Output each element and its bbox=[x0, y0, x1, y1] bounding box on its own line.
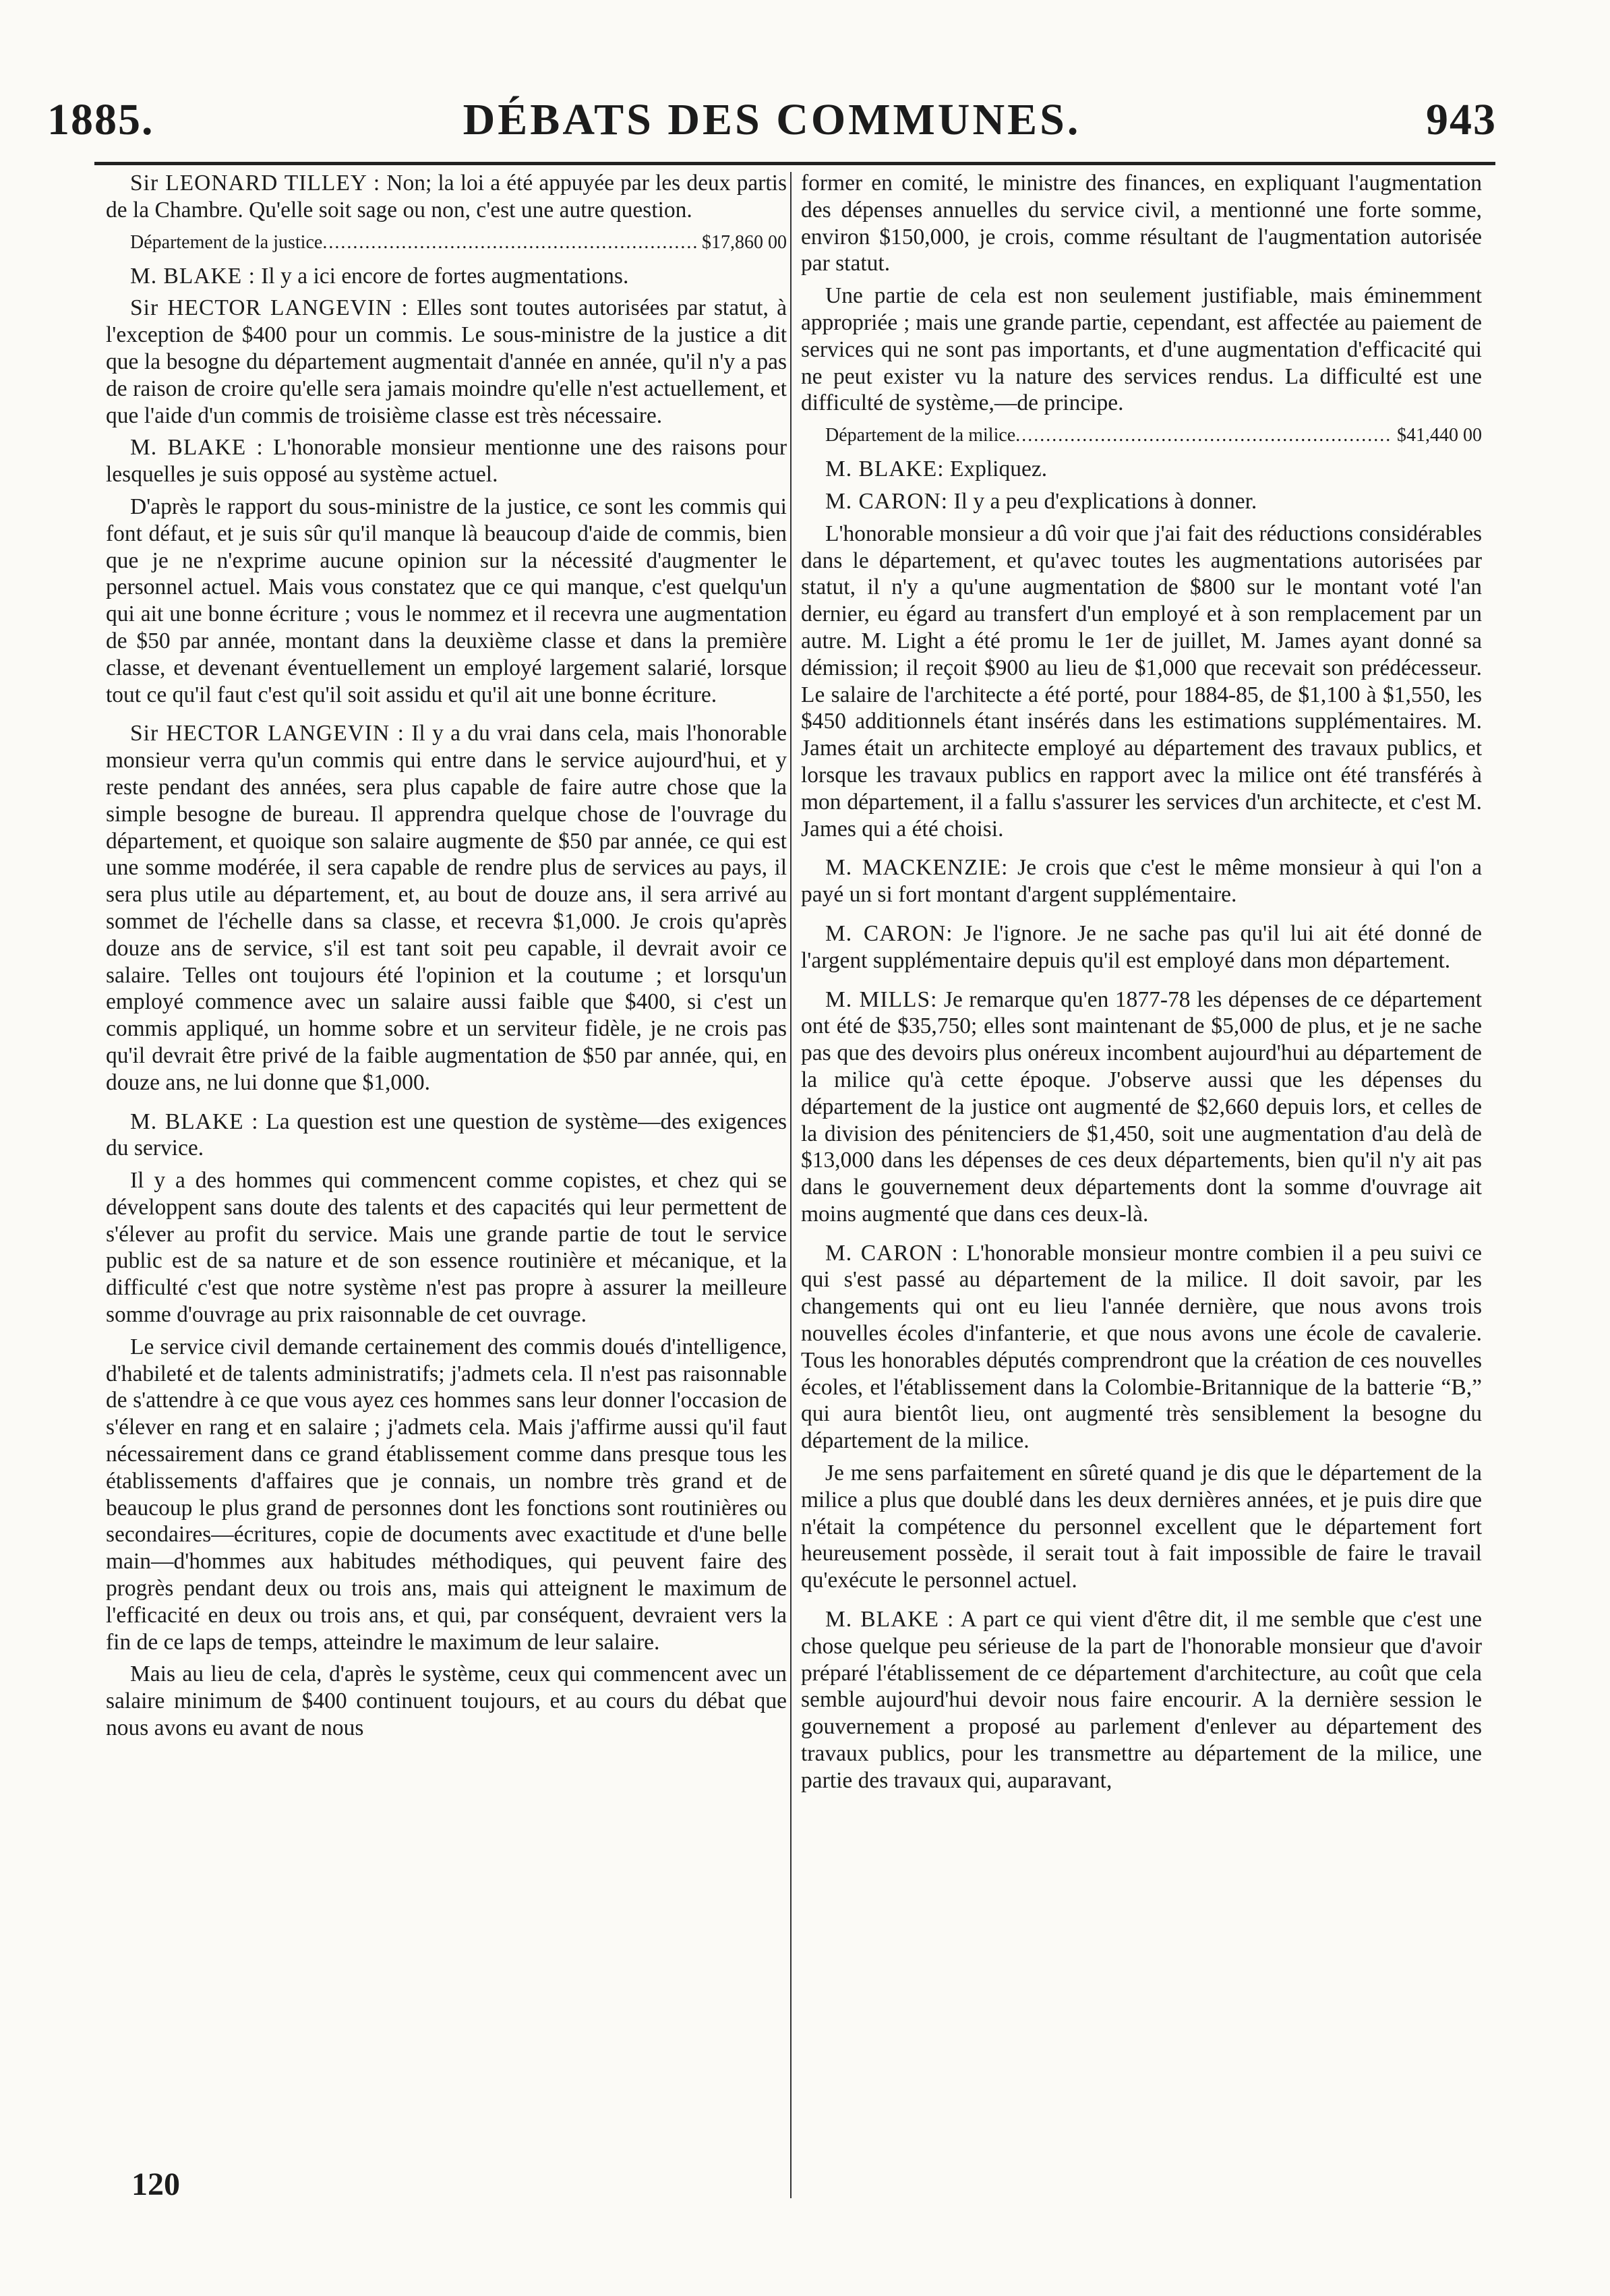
header-title: DÉBATS DES COMMUNES. bbox=[463, 95, 1081, 144]
paragraph bbox=[801, 1606, 1482, 1794]
paragraph-text: Je me sens parfaitement en sûreté quand je dis que le département de la milice a plus que doublé dans les deux dernières années, et je puis dire que n'était la compétence du personnel excellent que le département fort heureusement possède, il serait tout à fait impossible de faire le travail qu'exécute le personnel actuel. bbox=[801, 1461, 1482, 1593]
paragraph-text: Une partie de cela est non seulement justifiable, mais éminemment appropriée ; mais une grande partie, cependant, est affectée au paiement de services qui ne sont pas importants, et d'une augmentation d'efficacité qui ne peut exister vu la nature des services rendus. La difficulté est une difficulté de système,—de principe. bbox=[801, 283, 1482, 416]
speaker-name: M. CARON: bbox=[825, 920, 953, 946]
paragraph-text: Il y a des hommes qui commencent comme copistes, et chez qui se développent sans doute des talents et des capacités qui leur permettent de s'élever au profit du service. Mais une grande partie de tout le service public est de sa nature et de son essence routinière et mécanique, et la difficulté c'est que notre système n'est pas propre à assurer la meilleure somme d'ouvrage au prix raisonnable de cet ouvrage. bbox=[106, 1168, 787, 1328]
paragraph-text: Non; la loi a été appuyée par les deux partis de la Chambre. Qu'elle soit sage ou non, c'est une autre question. bbox=[106, 171, 787, 223]
paragraph-text: D'après le rapport du sous-ministre de la justice, ce sont les commis qui font défaut, et je suis sûr qu'il manque là beaucoup d'aide de commis, bien que je ne n'exprime aucune opinion sur la nécessité d'augmenter le personnel actuel. Mais vous constatez que ce qui manque, c'est quelqu'un qui ait une bonne écriture ; vous le nommez et il recevra une augmentation de $50 par année, montant dans la deuxième classe et dans la première classe, et devenant éventuellement un employé largement salarié, lorsque tout ce qu'il faut c'est qu'il soit assidu et qu'il ait une bonne écriture. bbox=[106, 494, 787, 707]
paragraph bbox=[801, 521, 1482, 843]
paragraph bbox=[106, 720, 787, 1096]
paragraph-text: former en comité, le ministre des finances, en expliquant l'augmentation des dépenses annuelles du service civil, a mentionné une forte somme, environ $150,000, je crois, comme résultant de l'augmentation autorisée par statut. bbox=[801, 171, 1482, 276]
header-year: 1885. bbox=[47, 95, 154, 144]
estimate-label: Département de la justice bbox=[130, 231, 323, 253]
dot-leader bbox=[322, 229, 698, 256]
paragraph-text: Mais au lieu de cela, d'après le système, ceux qui commencent avec un salaire minimum de $400 continuent toujours, et au cours du débat que nous avons eu avant de nous bbox=[106, 1661, 787, 1741]
estimate-amount: $17,860 00 bbox=[702, 231, 787, 253]
signature-mark: 120 bbox=[131, 2167, 180, 2202]
paragraph bbox=[106, 263, 787, 290]
speaker-name: M. BLAKE : bbox=[130, 263, 256, 289]
running-header bbox=[47, 86, 1497, 154]
column-divider bbox=[790, 172, 792, 2198]
paragraph bbox=[106, 494, 787, 708]
paragraph-text: L'honorable monsieur a dû voir que j'ai fait des réductions considérables dans le département, et qu'avec toutes les augmentations autorisées par statut, il n'y a qu'une augmentation de $800 sur le montant voté l'an dernier, eu égard au transfert d'un employé et à son remplacement par un autre. M. Light a été promu le 1er de juillet, M. James ayant donné sa démission; il reçoit $900 au lieu de $1,000 que recevait son prédécesseur. Le salaire de l'architecte a été porté, pour 1884-85, de $1,100 à $1,550, les $450 additionnels étant insérés dans les estimations supplémentaires. M. James était un architecte employé au département des travaux publics, et lorsque les travaux publics en rapport avec la milice ont été transférés à mon département, il a fallu s'assurer les services d'un architecte, et c'est M. James qui a été choisi. bbox=[801, 521, 1482, 842]
paragraph bbox=[106, 1334, 787, 1656]
paragraph bbox=[801, 920, 1482, 974]
paragraph-text: Je l'ignore. Je ne sache pas qu'il lui ait été donné de l'argent supplémentaire depuis qu'il est employé dans mon département. bbox=[801, 920, 1483, 973]
estimate-amount: $41,440 00 bbox=[1397, 425, 1482, 446]
speaker-name: M. MILLS: bbox=[825, 987, 938, 1012]
paragraph-text: L'honorable monsieur montre combien il a peu suivi ce qui s'est passé au département de la milice. Il doit savoir, par les changements qui ont eu lieu l'année dernière, que nous avons trois nouvelles écoles d'infanterie, et que nous avons une école de cavalerie. Tous les honorables députés comprendront que la création de ces nouvelles écoles, et l'établissement dans la Colombie-Britannique de la batterie “B,” qui aura bientôt lieu, ont augmenté très sensiblement la besogne du département de la milice. bbox=[801, 1240, 1482, 1454]
paragraph bbox=[801, 854, 1482, 908]
paragraph bbox=[801, 488, 1482, 515]
speaker-name: M. BLAKE: bbox=[825, 457, 945, 482]
speaker-name: Sir HECTOR LANGEVIN : bbox=[130, 295, 409, 321]
paragraph-text: Il y a peu d'explications à donner. bbox=[948, 488, 1257, 514]
paragraph-text: A part ce qui vient d'être dit, il me semble que c'est une chose quelque peu sérieuse de la part de l'honorable monsieur que d'avoir préparé l'établissement de ce département d'architecture, au coût que cela semble aujourd'hui devoir nous faire encourir. A la dernière session le gouvernement a proposé au parlement d'enlever au département des travaux publics, pour les transmettre au département de la milice, une partie des travaux qui, auparavant, bbox=[801, 1607, 1482, 1793]
paragraph-text: Je remarque qu'en 1877-78 les dépenses de ce département ont été de $35,750; elles sont maintenant de $5,000 de plus, et je ne sache pas que des devoirs plus onéreux incombent aujourd'hui au département de la milice qu'à cette époque. J'observe aussi que les dépenses du département de la justice ont augmenté de $2,660 depuis lors, et celles de la division des pénitenciers de $1,450, soit une augmentation d'au delà de $13,000 dans les dépenses de ces deux départements, bien qu'il n'y ait pas dans le gouvernement deux départements dont la somme d'ouvrage ait moins augmenté que dans ces deux-là. bbox=[801, 987, 1482, 1227]
speaker-name: Sir HECTOR LANGEVIN : bbox=[130, 721, 405, 746]
paragraph bbox=[106, 295, 787, 429]
paragraph bbox=[801, 1240, 1482, 1454]
paragraph bbox=[106, 1661, 787, 1741]
paragraph-text: Expliquez. bbox=[944, 457, 1048, 482]
dot-leader bbox=[1015, 422, 1393, 449]
left-column bbox=[106, 170, 787, 1747]
paragraph bbox=[106, 1167, 787, 1328]
paragraph bbox=[801, 987, 1482, 1228]
paragraph-text: La question est une question de système—des exigences du service. bbox=[106, 1109, 787, 1161]
paragraph-text: Je crois que c'est le même monsieur à qui l'on a payé un si fort montant d'argent supplémentaire. bbox=[801, 855, 1482, 908]
paragraph bbox=[801, 283, 1482, 417]
speaker-name: M. MACKENZIE: bbox=[825, 855, 1009, 881]
estimate-line bbox=[130, 229, 787, 256]
paragraph-text: Il y a du vrai dans cela, mais l'honorable monsieur verra qu'un commis qui entre dans le service aujourd'hui, et y reste pendant des années, sera plus capable de faire autre chose que la simple besogne de bureau. Il apprendra quelque chose de l'ouvrage du département, et quoique son salaire augmente de $50 par année, ce qui est une somme modérée, il sera capable de rendre plus de services au pays, il sera plus utile au département, et, au bout de douze ans, il sera arrivé au sommet de l'échelle dans sa classe, et recevra $1,000. Je crois qu'après douze ans de service, s'il est tant soit peu capable, il devrait avoir ce salaire. Telles ont toujours été l'opinion et la coutume ; et lorsqu'un employé commence avec un salaire aussi faible que $400, si c'est un commis appliqué, un homme sobre et un serviteur fidèle, je ne crois pas qu'il devrait être privé de la faible augmentation de $50 par année, qui, en douze ans, ne lui donne que $1,000. bbox=[106, 721, 787, 1095]
speaker-name: M. BLAKE : bbox=[130, 435, 264, 461]
speaker-name: M. CARON: bbox=[825, 488, 949, 514]
paragraph-text: Elles sont toutes autorisées par statut, à l'exception de $400 pour un commis. Le sous-ministre de la justice a dit que la besogne du département augmentait d'année en année, qu'il n'y a pas de raison de croire qu'elle sera jamais moindre qu'elle n'est actuellement, et que l'aide d'un commis de troisième classe est très nécessaire. bbox=[106, 295, 787, 428]
header-rule bbox=[94, 162, 1495, 165]
paragraph-text: Il y a ici encore de fortes augmentations. bbox=[255, 263, 629, 289]
speaker-name: Sir LEONARD TILLEY : bbox=[130, 171, 381, 196]
paragraph bbox=[106, 1109, 787, 1162]
speaker-name: M. CARON : bbox=[825, 1240, 959, 1266]
paragraph bbox=[801, 1460, 1482, 1594]
header-page-number: 943 bbox=[1426, 95, 1497, 144]
paragraph bbox=[106, 434, 787, 488]
speaker-name: M. BLAKE : bbox=[130, 1109, 259, 1134]
right-column bbox=[801, 170, 1482, 1800]
paragraph bbox=[801, 170, 1482, 277]
paragraph-text: Le service civil demande certainement des commis doués d'intelligence, d'habileté et de talents administratifs; j'admets cela. Il n'est pas raisonnable de s'attendre à ce que vous ayez ces hommes sans leur donner l'occasion de s'élever en rang et en salaire ; j'admets cela. Mais j'affirme aussi qu'il faut nécessairement dans ce grand établissement comme dans presque tous les établissements d'affaires que je connais, un nombre très grand et de beaucoup le plus grand de personnes dont les fonctions sont routinières ou secondaires—écritures, copie de documents avec exactitude et d'une belle main—d'hommes aux habitudes méthodiques, qui peuvent faire des progrès pendant deux ou trois ans, mais qui atteignent le maximum de l'efficacité en deux ou trois ans, et qui, par conséquent, devraient vers la fin de ce laps de temps, atteindre le maximum de leur salaire. bbox=[106, 1334, 787, 1655]
paragraph bbox=[801, 456, 1482, 483]
estimate-label: Département de la milice bbox=[825, 425, 1016, 446]
paragraph-text: L'honorable monsieur mentionne une des raisons pour lesquelles je suis opposé au système actuel. bbox=[106, 435, 787, 488]
speaker-name: M. BLAKE : bbox=[825, 1607, 955, 1632]
estimate-line bbox=[825, 422, 1482, 449]
paragraph bbox=[106, 170, 787, 224]
